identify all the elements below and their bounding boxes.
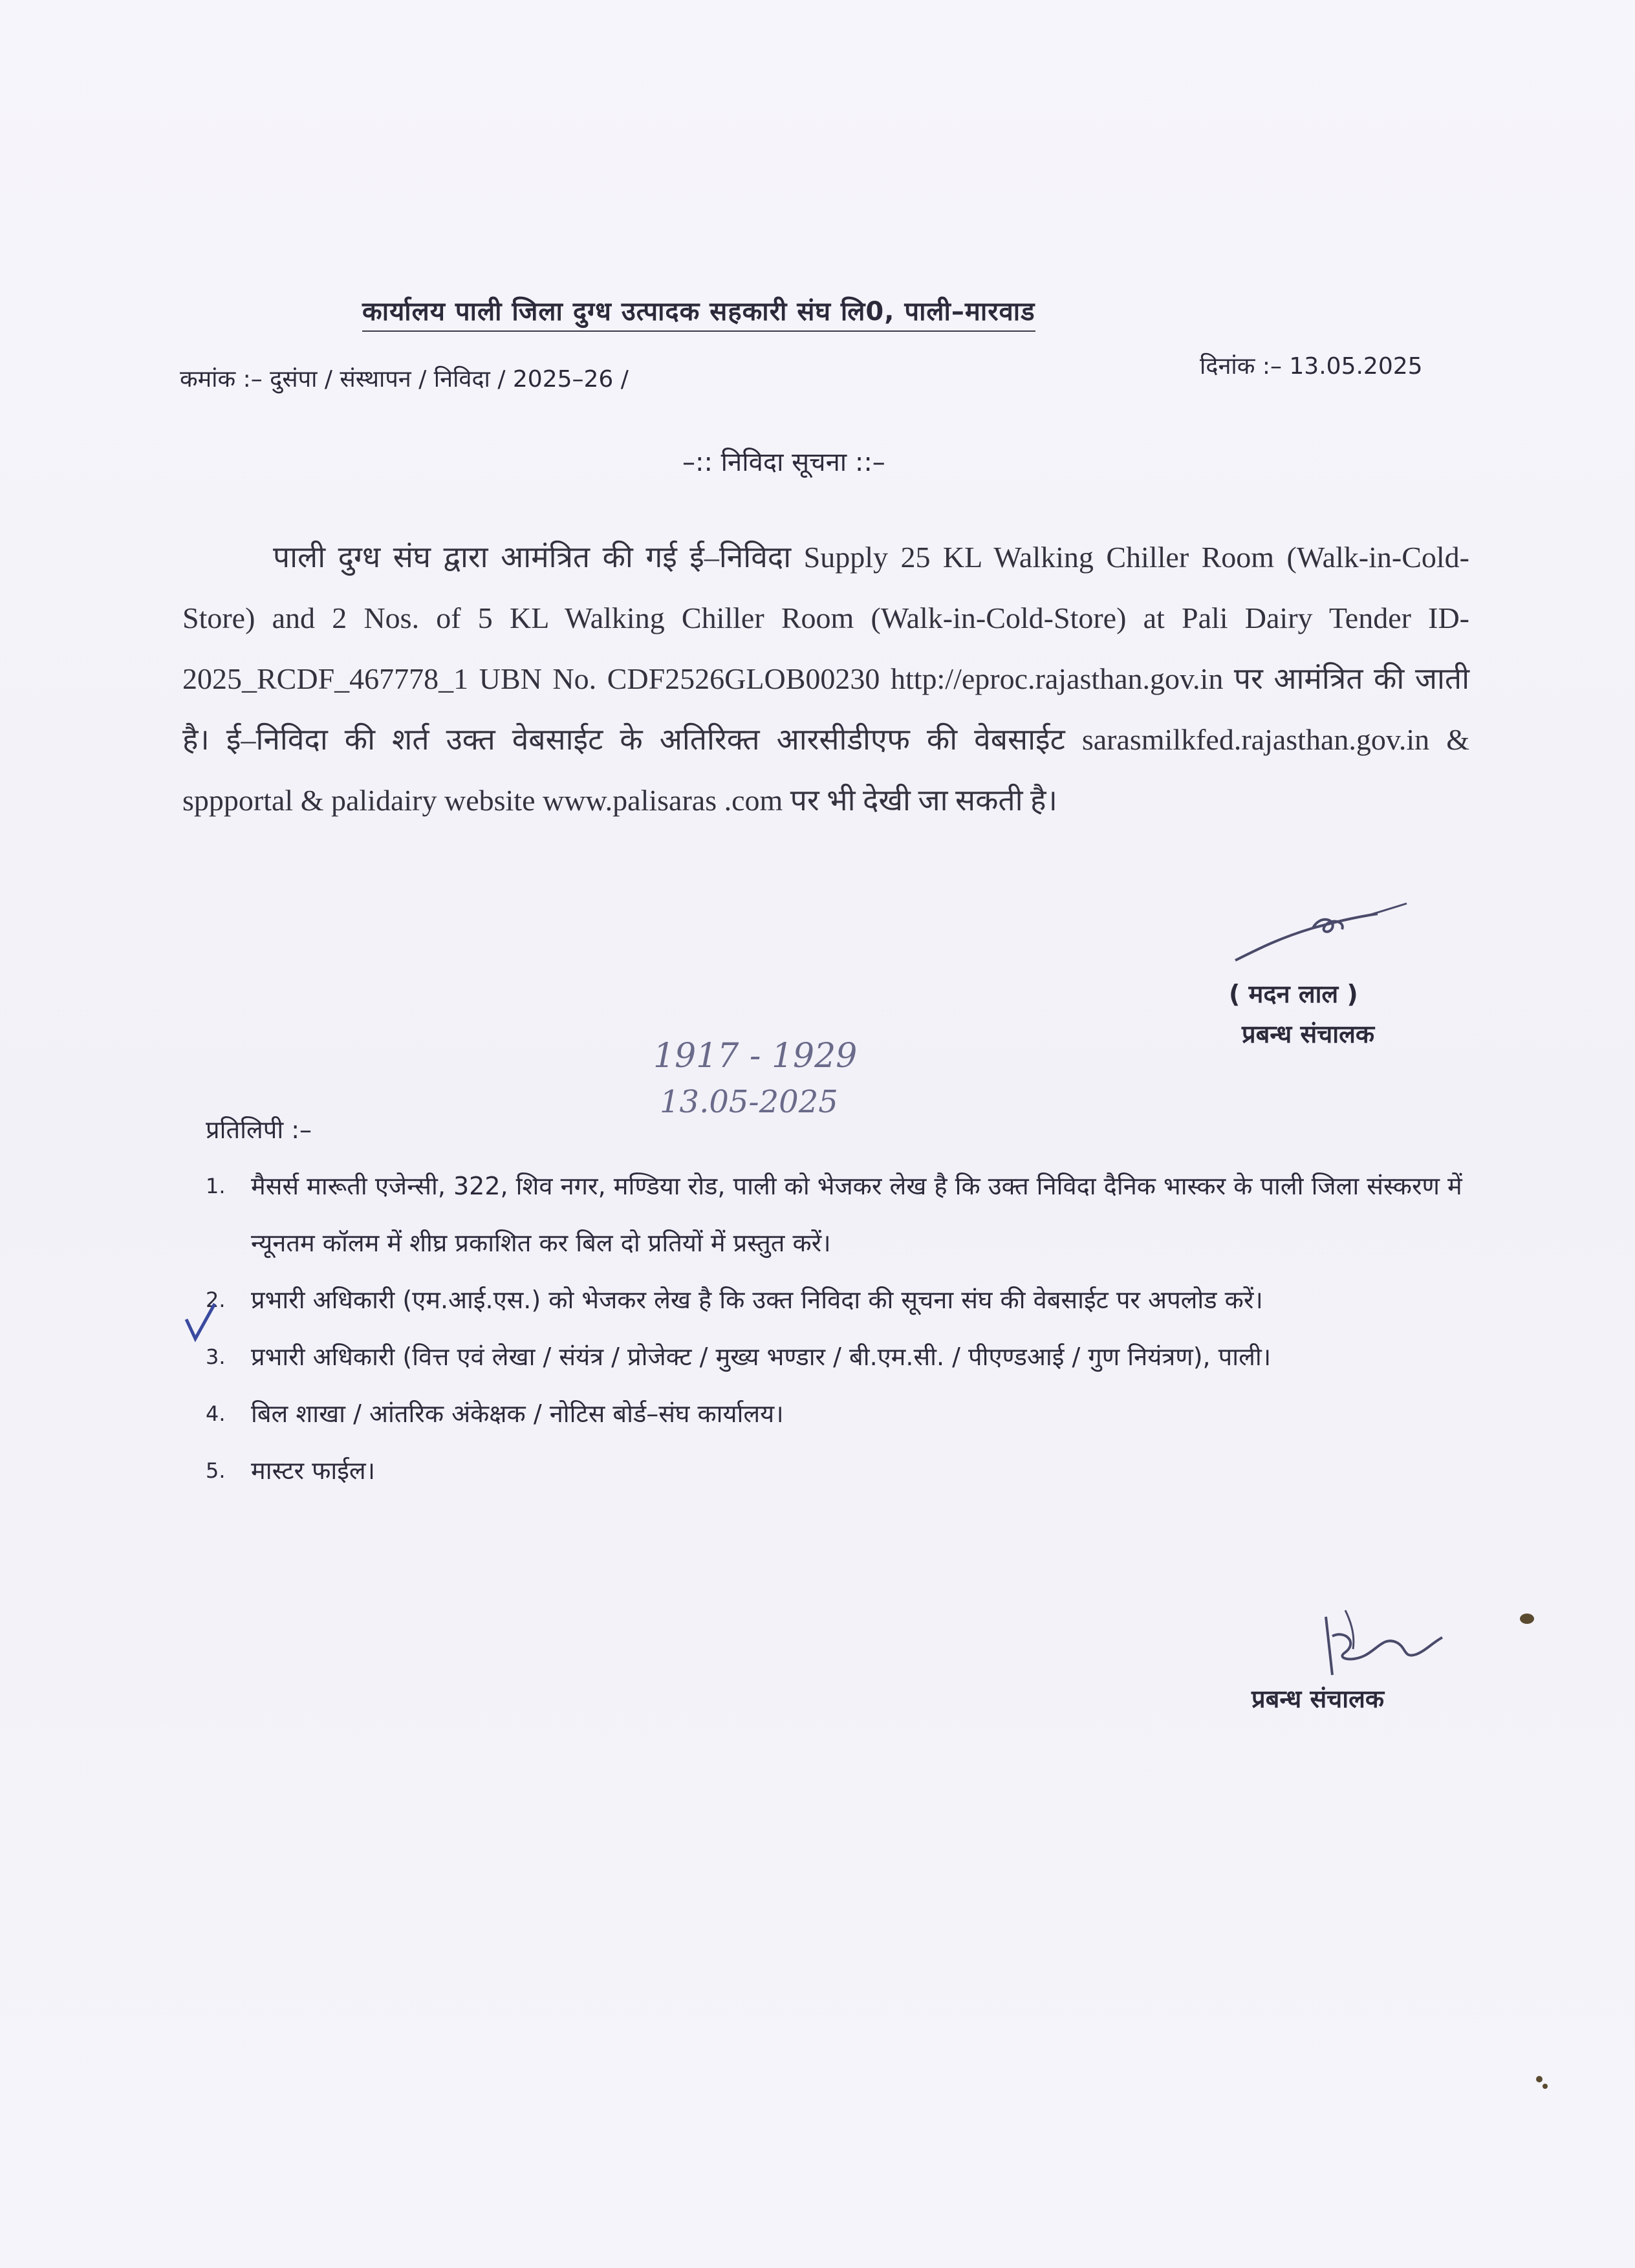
document-date: दिनांक :– 13.05.2025 (1200, 353, 1423, 380)
list-item (206, 1328, 1467, 1385)
office-heading: कार्यालय पाली जिला दुग्ध उत्पादक सहकारी संघ लि0, पाली–मारवाड (362, 292, 1035, 332)
list-item (206, 1271, 1467, 1328)
paper-speck (1543, 2084, 1548, 2089)
signer-designation: प्रबन्ध संचालक (1242, 1020, 1375, 1048)
full-signature (1306, 1597, 1449, 1688)
item-number: 2. (206, 1288, 226, 1312)
handnote-line1: 1917 - 1929 (653, 1037, 858, 1075)
item-text: बिल शाखा / आंतरिक अंकेक्षक / नोटिस बोर्ड–संघ कार्यालय। (251, 1399, 784, 1428)
signer-name: ( मदन लाल ) (1229, 980, 1358, 1008)
paper-speck (1520, 1614, 1534, 1624)
paper-speck (1536, 2076, 1543, 2082)
signer-designation-bottom: प्रबन्ध संचालक (1251, 1685, 1385, 1713)
notice-body: पाली दुग्ध संघ द्वारा आमंत्रित की गई ई–निविदा Supply 25 KL Walking Chiller Room (Walk-in-Cold-Store) and 2 Nos. of 5 KL Walking Chiller Room (Walk-in-Cold-Store) at Pali Dairy Tender ID- 2025_RCDF_467778_1 UBN No. CDF2526GLOB00230 http://eproc.rajasthan.gov.in पर आमंत्रित की जाती है। ई–निविदा की शर्त उक्त वेबसाईट के अतिरिक्त आरसीडीएफ की वेबसाईट sarasmilkfed.rajasthan.gov.in & sppportal & palidairy website www.palisaras .com पर भी देखी जा सकती है। (182, 541, 1469, 817)
item-number: 4. (206, 1401, 226, 1426)
item-text: प्रभारी अधिकारी (वित्त एवं लेखा / संयंत्र / प्रोजेक्ट / मुख्य भण्डार / बी.एम.सी. / पीएण्डआई / गुण नियंत्रण), पाली। (251, 1343, 1272, 1371)
handwritten-note (647, 1028, 957, 1125)
copy-list (206, 1158, 1467, 1499)
item-text: मैसर्स मारूती एजेन्सी, 322, शिव नगर, मण्डिया रोड, पाली को भेजकर लेख है कि उक्त निविदा दैनिक भास्कर के पाली जिला संस्करण में न्यूनतम कॉलम में शीघ्र प्रकाशित कर बिल दो प्रतियों में प्रस्तुत करें। (251, 1172, 1462, 1257)
item-text: प्रभारी अधिकारी (एम.आई.एस.) को भेजकर लेख है कि उक्त निविदा की सूचना संघ की वेबसाईट पर अपलोड करें। (251, 1286, 1263, 1314)
item-number: 5. (206, 1458, 226, 1483)
item-number: 1. (206, 1174, 226, 1198)
initials-signature (1222, 889, 1416, 980)
list-item (206, 1442, 1467, 1499)
checkmark-icon (181, 1300, 220, 1345)
notice-title: –:: निविदा सूचना ::– (682, 448, 885, 477)
list-item (206, 1158, 1467, 1271)
item-number: 3. (206, 1345, 226, 1369)
copy-to-label: प्रतिलिपी :– (206, 1116, 312, 1144)
reference-number: कमांक :– दुसंपा / संस्थापन / निविदा / 2025–26 / (180, 366, 629, 393)
handnote-line2: 13.05-2025 (660, 1084, 838, 1120)
list-item (206, 1385, 1467, 1442)
item-text: मास्टर फाईल। (251, 1456, 376, 1485)
